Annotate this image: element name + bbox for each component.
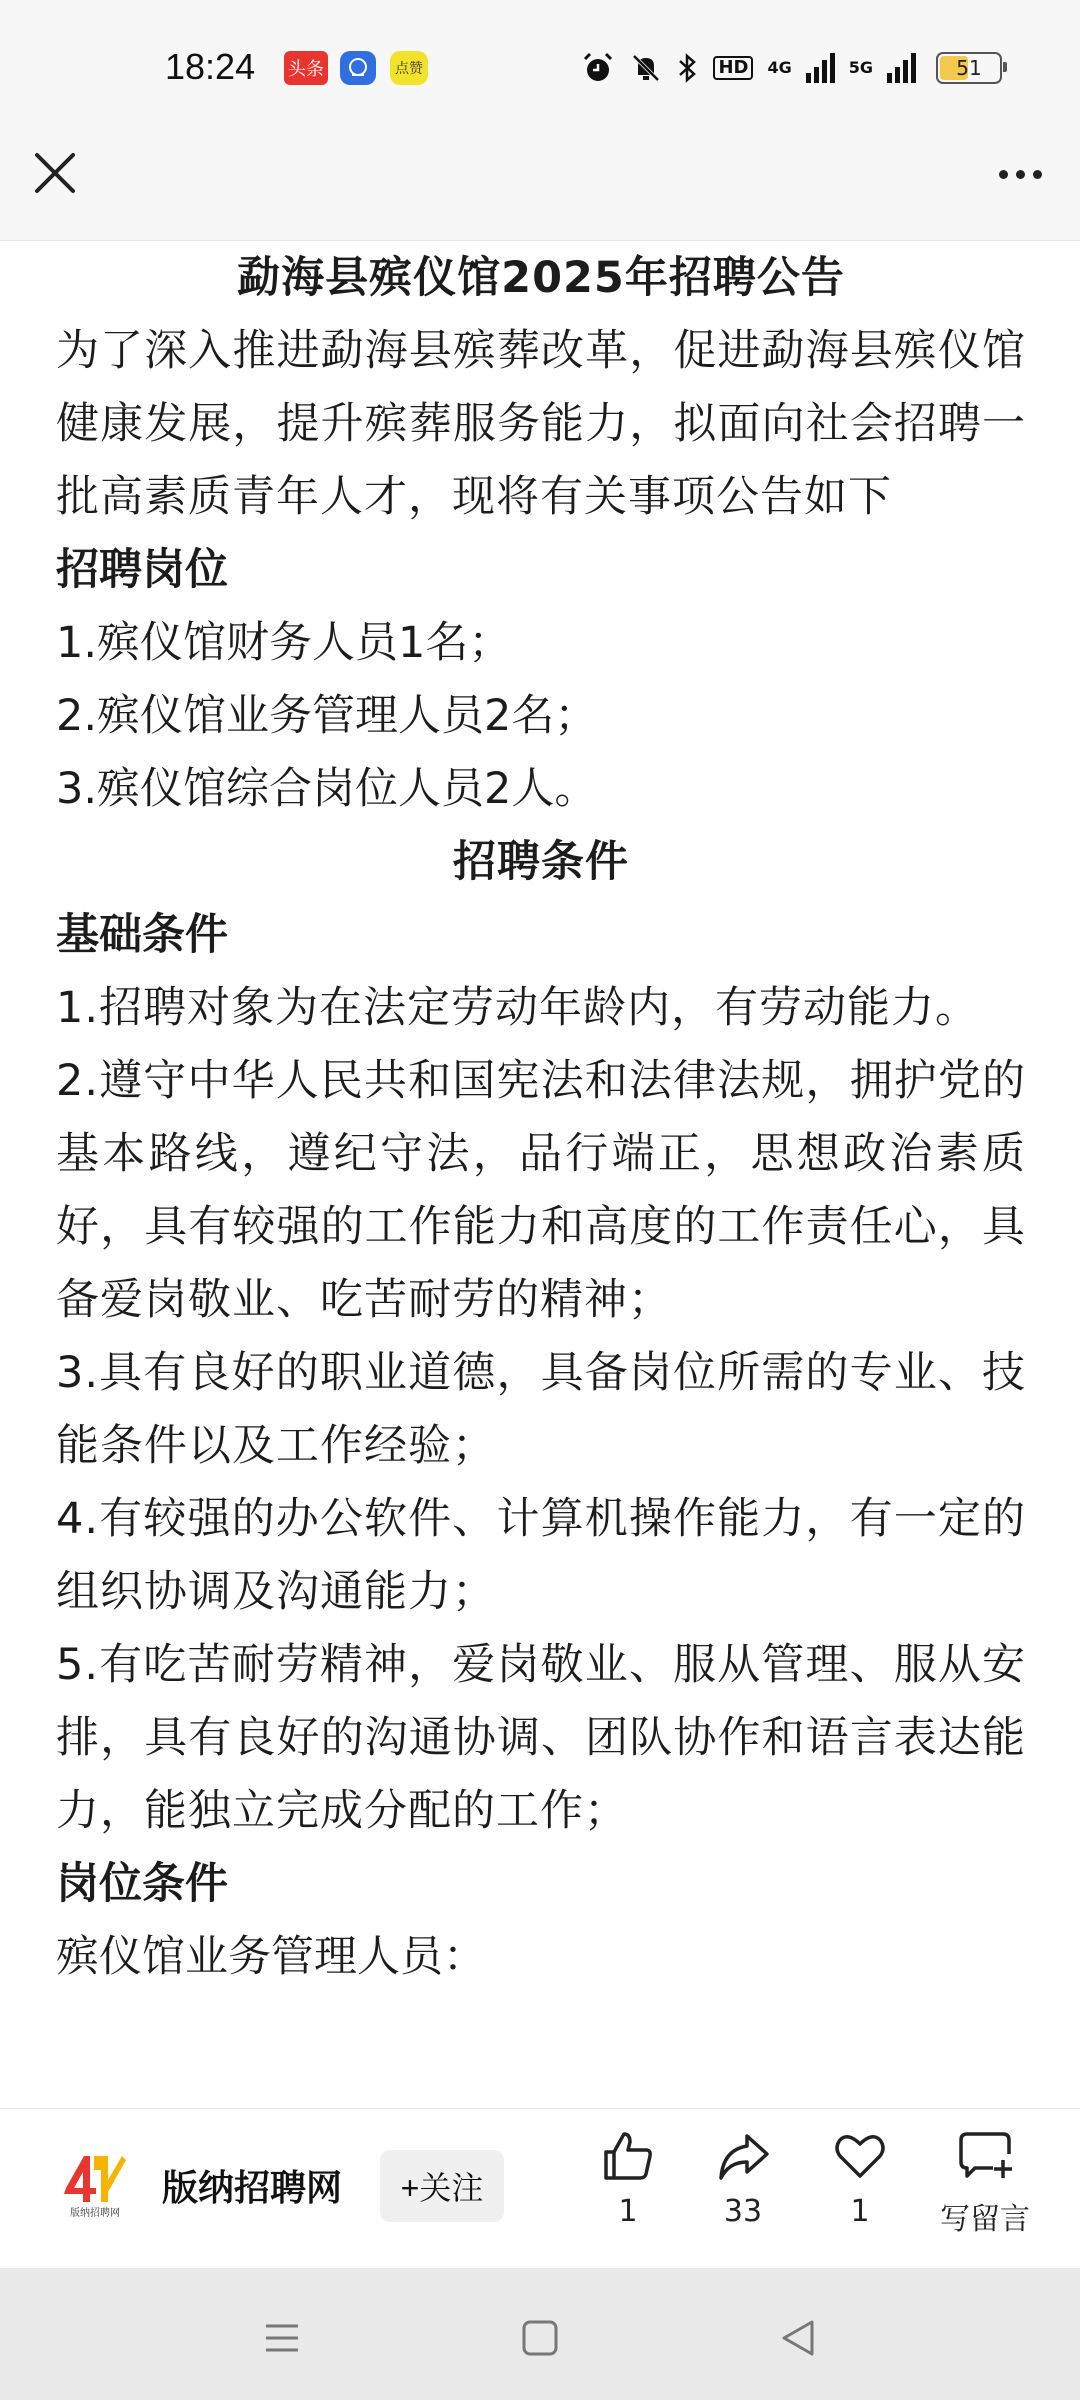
basic-condition-item: 2.遵守中华人民共和国宪法和法律法规，拥护党的基本路线，遵纪守法，品行端正，思想政治素质好，具有较强的工作能力和高度的工作责任心，具备爱岗敬业、吃苦耐劳的精神； (56, 1056, 1026, 1325)
basic-conditions-heading: 基础条件 (56, 910, 228, 960)
mute-icon (629, 51, 663, 85)
positions-heading: 招聘岗位 (56, 545, 228, 595)
battery-level: 51 (956, 56, 982, 80)
basic-condition-item: 1.招聘对象为在法定劳动年龄内，有劳动能力。 (56, 983, 980, 1033)
app-badge-icon (340, 51, 376, 85)
status-time: 18:24 (165, 46, 256, 87)
article-title: 勐海县殡仪馆2025年招聘公告 (237, 253, 845, 303)
network-5g-label: 5G (848, 58, 873, 77)
position-item: 2.殡仪馆业务管理人员2名； (56, 691, 598, 741)
status-icons (581, 46, 1002, 90)
basic-condition-item: 3.具有良好的职业道德，具备岗位所需的专业、技能条件以及工作经验； (56, 1348, 1026, 1471)
basic-condition-item: 4.有较强的办公软件、计算机操作能力，有一定的组织协调及沟通能力； (56, 1494, 1026, 1617)
like-button[interactable] (573, 2128, 683, 2229)
logo-caption: 版纳招聘网 (70, 2208, 120, 2219)
favorite-button[interactable] (805, 2128, 915, 2229)
follow-button[interactable]: +关注 (380, 2150, 504, 2222)
back-icon[interactable] (778, 2318, 818, 2358)
top-nav-bar (0, 140, 1080, 241)
position-item: 3.殡仪馆综合岗位人员2人。 (56, 764, 598, 814)
article-content (56, 242, 1026, 2102)
post-conditions-heading: 岗位条件 (56, 1859, 228, 1909)
share-icon (715, 2128, 771, 2184)
like-count: 1 (618, 2194, 638, 2229)
share-button[interactable] (688, 2128, 798, 2229)
battery-icon (936, 52, 1002, 84)
menu-icon[interactable] (262, 2318, 302, 2358)
toutiao-app-badge: 头条 (284, 51, 328, 85)
bluetooth-icon (677, 51, 699, 85)
post-condition-line: 殡仪馆业务管理人员： (56, 1932, 486, 1982)
thumbs-up-icon (600, 2128, 656, 2184)
favorite-count: 1 (850, 2194, 870, 2229)
position-item: 1.殡仪馆财务人员1名； (56, 618, 512, 668)
signal-4g-icon (806, 53, 835, 83)
home-icon[interactable] (520, 2318, 560, 2358)
conditions-heading: 招聘条件 (453, 837, 629, 887)
source-logo[interactable] (60, 2148, 130, 2220)
comment-button[interactable] (920, 2128, 1050, 2238)
source-name[interactable]: 版纳招聘网 (162, 2168, 343, 2209)
article-intro: 为了深入推进勐海县殡葬改革，促进勐海县殡仪馆健康发展，提升殡葬服务能力，拟面向社会招聘一批高素质青年人才，现将有关事项公告如下 (56, 326, 1026, 522)
network-4g-label: 4G (767, 58, 792, 77)
signal-5g-icon (887, 53, 916, 83)
comment-label: 写留言 (940, 2202, 1030, 2237)
heart-icon (832, 2128, 888, 2184)
basic-condition-item: 5.有吃苦耐劳精神，爱岗敬业、服从管理、服从安排，具有良好的沟通协调、团队协作和语言表达能力，能独立完成分配的工作； (56, 1640, 1026, 1836)
app-badge-yellow: 点赞 (390, 51, 428, 85)
hd-badge: HD (713, 56, 753, 80)
close-icon[interactable] (30, 148, 80, 198)
share-count: 33 (723, 2194, 763, 2229)
comment-add-icon (957, 2128, 1013, 2184)
more-icon[interactable] (990, 156, 1050, 192)
alarm-icon (581, 51, 615, 85)
